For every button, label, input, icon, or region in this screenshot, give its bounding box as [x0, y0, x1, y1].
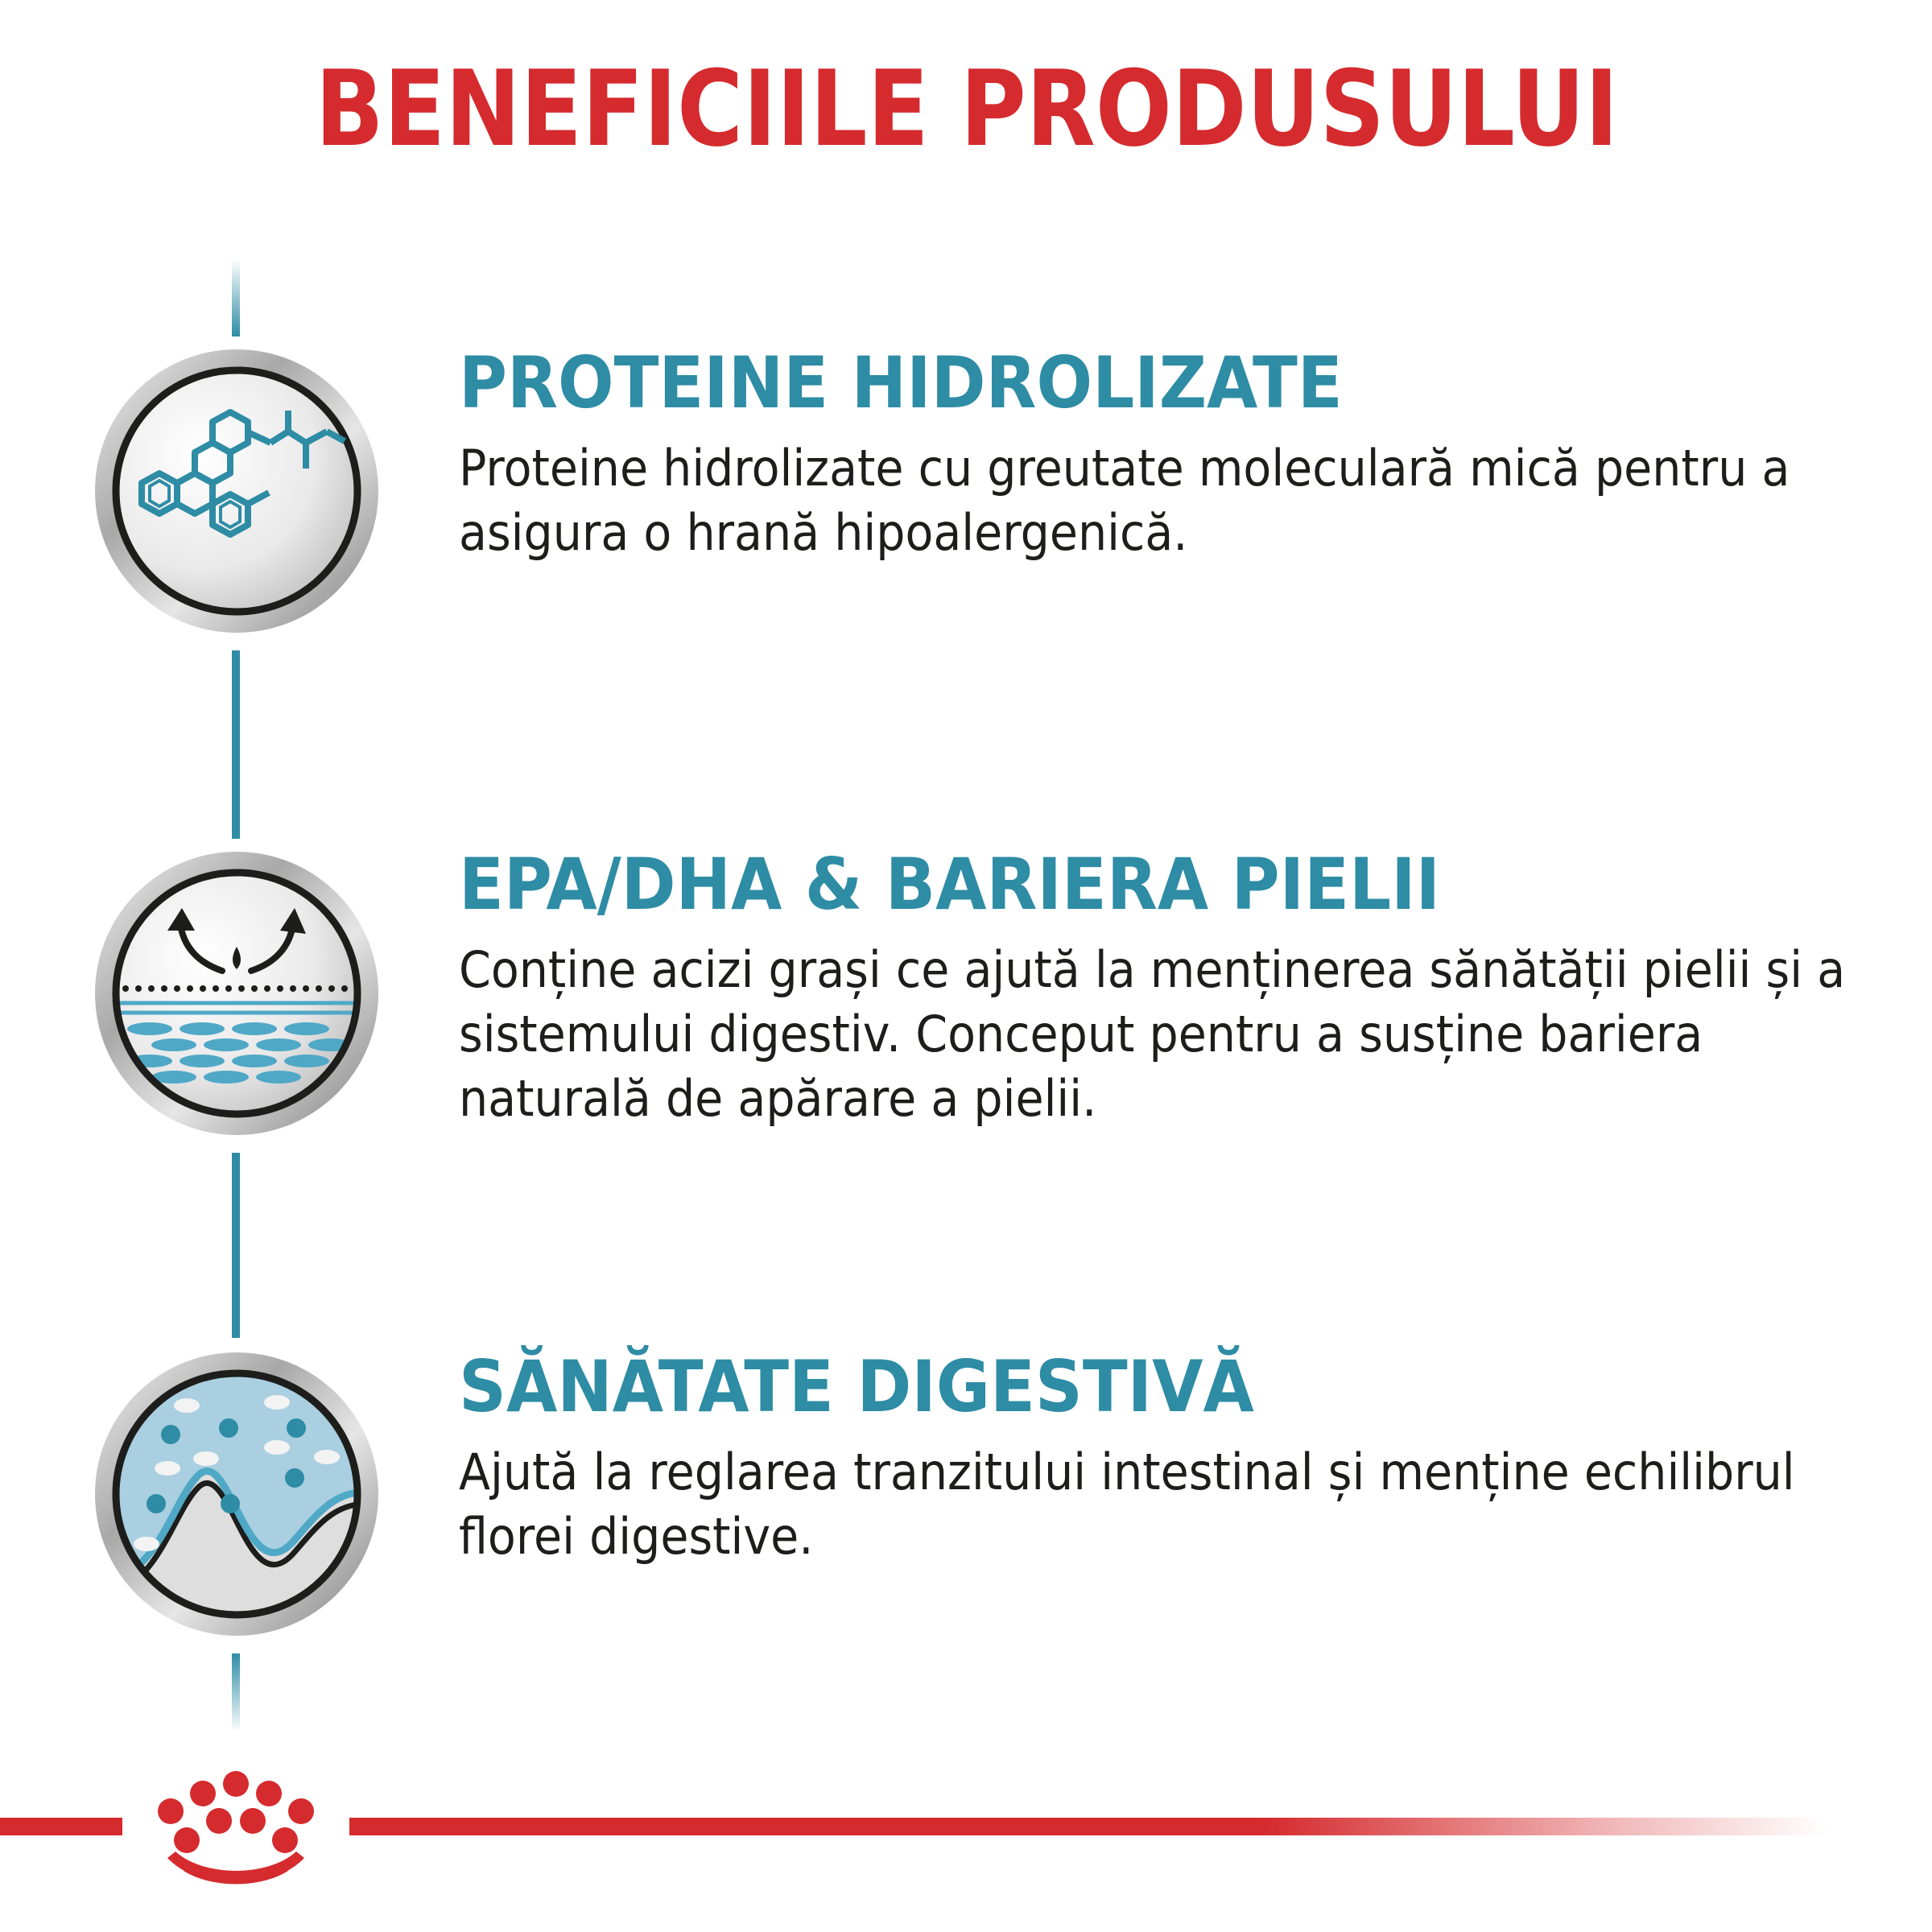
benefit-title: SĂNĂTATE DIGESTIVĂ — [459, 1345, 1254, 1428]
benefit-title: EPA/DHA & BARIERA PIELII — [459, 843, 1441, 926]
benefit-1 — [459, 341, 1908, 565]
page-title: BENEFICIILE PRODUSULUI — [315, 47, 1619, 170]
footer-bar-right — [349, 1818, 1827, 1835]
benefit-3 — [459, 1345, 1908, 1569]
digestive-flora-icon — [93, 1351, 380, 1637]
timeline-segment-2 — [232, 1153, 240, 1338]
timeline-segment-1 — [232, 650, 240, 839]
skin-barrier-icon — [93, 850, 380, 1137]
benefit-description: Ajută la reglarea tranzitului intestinal și menține echilibrul florei digestive. — [459, 1443, 1795, 1566]
crown-logo-icon — [135, 1771, 336, 1892]
footer-bar-left — [0, 1818, 122, 1835]
timeline-segment-top — [232, 259, 240, 336]
molecule-icon — [93, 348, 380, 634]
benefit-description: Proteine hidrolizate cu greutate moleculară mică pentru a asigura o hrană hipoalergenică. — [459, 439, 1790, 562]
benefit-title: PROTEINE HIDROLIZATE — [459, 341, 1343, 424]
benefit-description: Conține acizi grași ce ajută la menținerea sănătății pielii și a sistemului digestiv. Conceput pentru a susține bariera naturală de apărare a pielii. — [459, 940, 1846, 1128]
benefit-2 — [459, 843, 1908, 1131]
timeline-segment-bottom — [232, 1653, 240, 1732]
